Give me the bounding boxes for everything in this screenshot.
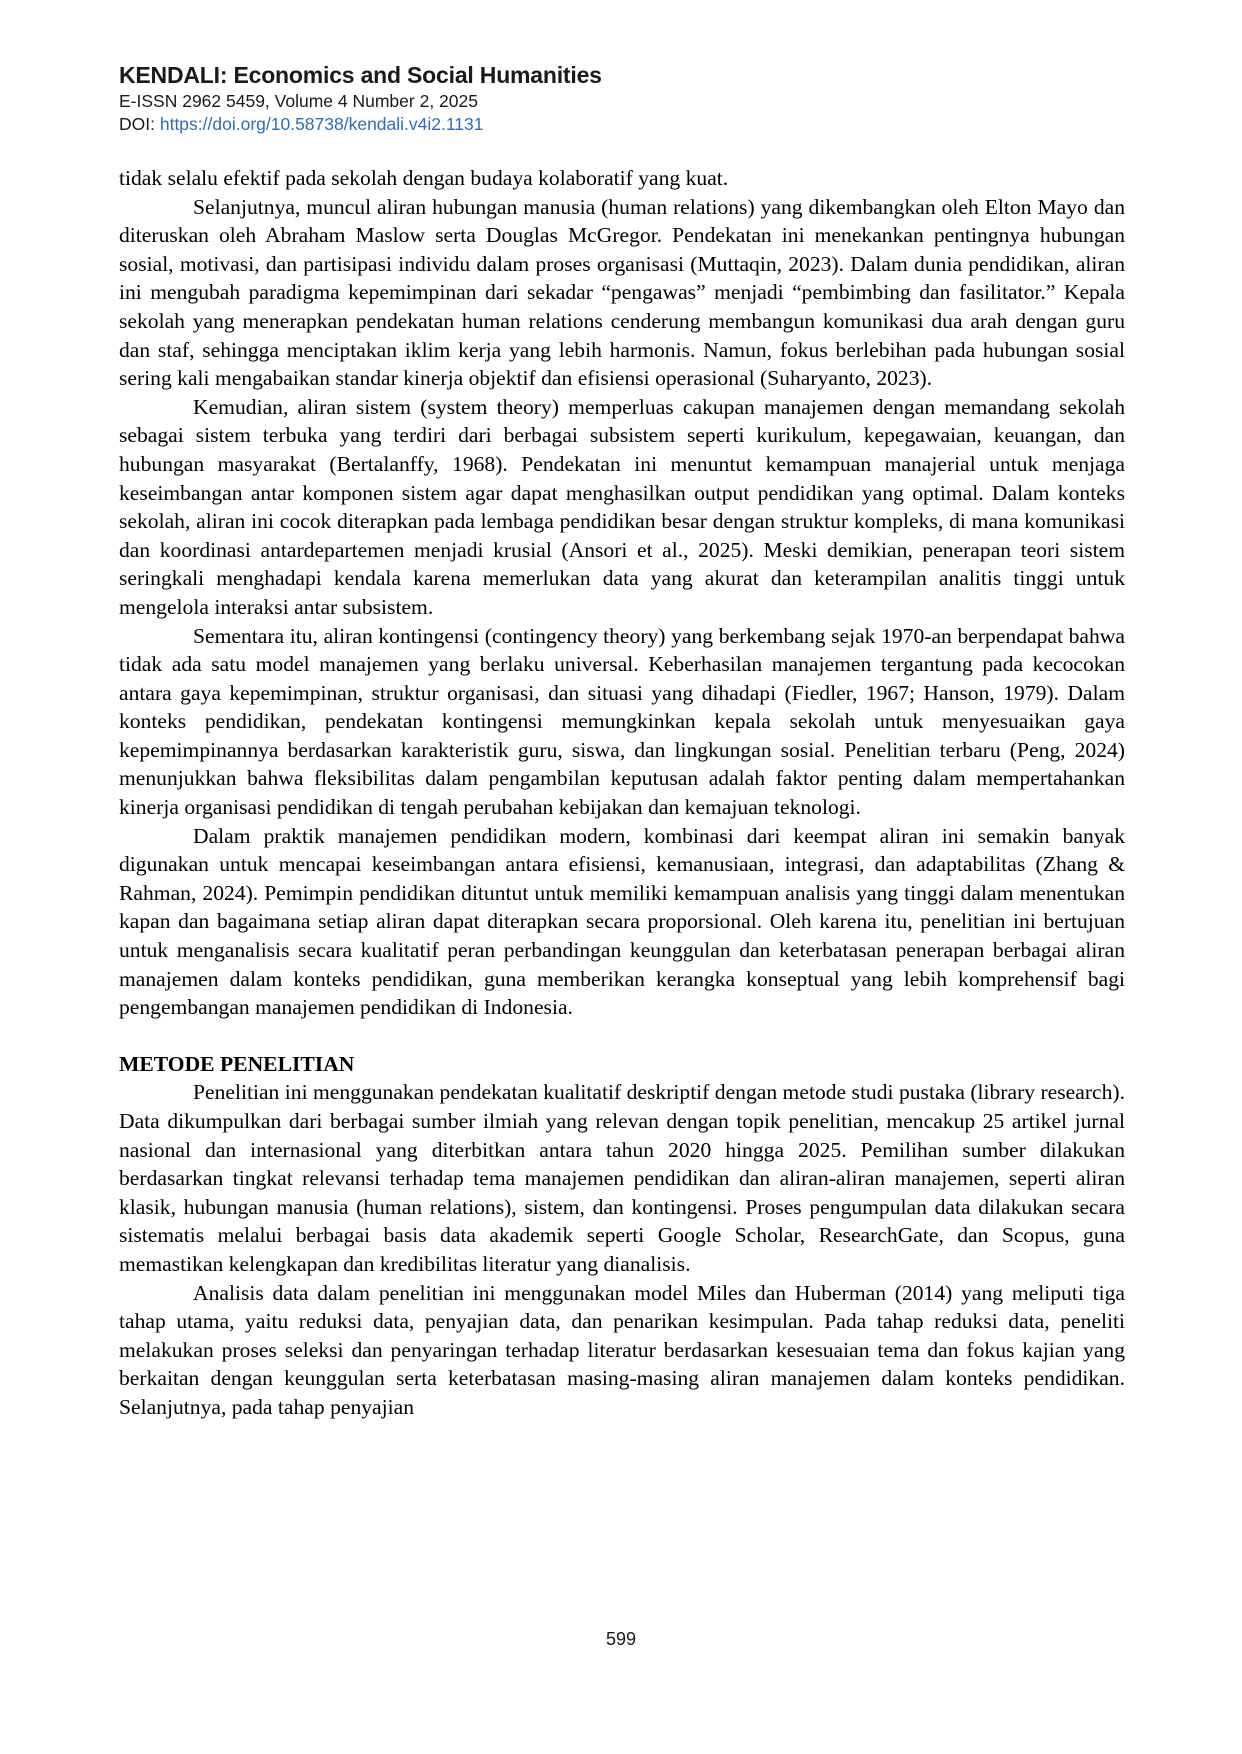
article-body xyxy=(119,164,1125,1422)
page-header xyxy=(119,60,602,136)
paragraph-human-relations: Selanjutnya, muncul aliran hubungan manusia (human relations) yang dikembangkan oleh Elton Mayo dan diteruskan oleh Abraham Maslow serta Douglas McGregor. Pendekatan ini menekankan pentingnya hubungan sosial, motivasi, dan partisipasi individu dalam proses organisasi (Muttaqin, 2023). Dalam dunia pendidikan, aliran ini mengubah paradigma kepemimpinan dari sekadar “pengawas” menjadi “pembimbing dan fasilitator.” Kepala sekolah yang menerapkan pendekatan human relations cenderung membangun komunikasi dua arah dengan guru dan staf, sehingga menciptakan iklim kerja yang lebih harmonis. Namun, fokus berlebihan pada hubungan sosial sering kali mengabaikan standar kinerja objektif dan efisiensi operasional (Suharyanto, 2023). xyxy=(119,194,1125,391)
section-heading-metode: METODE PENELITIAN xyxy=(119,1051,355,1076)
journal-title: KENDALI: Economics and Social Humanities xyxy=(119,62,602,88)
paragraph-method: Penelitian ini menggunakan pendekatan kualitatif deskriptif dengan metode studi pustaka (library research). Data dikumpulkan dari berbagai sumber ilmiah yang relevan dengan topik penelitian, mencakup 25 artikel jurnal nasional dan internasional yang diterbitkan antara tahun 2020 hingga 2025. Pemilihan sumber dilakukan berdasarkan tingkat relevansi terhadap tema manajemen pendidikan dan aliran-aliran manajemen, seperti aliran klasik, hubungan manusia (human relations), sistem, dan kontingensi. Proses pengumpulan data dilakukan secara sistematis melalui berbagai basis data akademik seperti Google Scholar, ResearchGate, dan Scopus, guna memastikan kelengkapan dan kredibilitas literatur yang dianalisis. xyxy=(119,1080,1125,1276)
doi-line xyxy=(119,113,602,136)
issn-volume-line: E-ISSN 2962 5459, Volume 4 Number 2, 2025 xyxy=(119,91,478,111)
paragraph-contingency-theory: Sementara itu, aliran kontingensi (contingency theory) yang berkembang sejak 1970-an berpendapat bahwa tidak ada satu model manajemen yang berlaku universal. Keberhasilan manajemen tergantung pada kecocokan antara gaya kepemimpinan, struktur organisasi, dan situasi yang dihadapi (Fiedler, 1967; Hanson, 1979). Dalam konteks pendidikan, pendekatan kontingensi memungkinkan kepala sekolah untuk menyesuaikan gaya kepemimpinannya berdasarkan karakteristik guru, siswa, dan lingkungan sosial. Penelitian terbaru (Peng, 2024) menunjukkan bahwa fleksibilitas dalam pengambilan keputusan adalah faktor penting dalam mempertahankan kinerja organisasi pendidikan di tengah perubahan kebijakan dan kemajuan teknologi. xyxy=(119,623,1125,820)
paragraph-analysis: Analisis data dalam penelitian ini menggunakan model Miles dan Huberman (2014) yang meliputi tiga tahap utama, yaitu reduksi data, penyajian data, dan penarikan kesimpulan. Pada tahap reduksi data, peneliti melakukan proses seleksi dan penyaringan terhadap literatur berdasarkan kesesuaian tema dan fokus kajian yang berkaitan dengan keunggulan serta keterbatasan masing-masing aliran manajemen dalam konteks pendidikan. Selanjutnya, pada tahap penyajian xyxy=(119,1280,1125,1419)
doi-label: DOI: xyxy=(119,114,160,134)
page-number: 599 xyxy=(605,1629,637,1649)
paragraph-system-theory: Kemudian, aliran sistem (system theory) memperluas cakupan manajemen dengan memandang sekolah sebagai sistem terbuka yang terdiri dari berbagai subsistem seperti kurikulum, kepegawaian, keuangan, dan hubungan masyarakat (Bertalanffy, 1968). Pendekatan ini menuntut kemampuan manajerial untuk menjaga keseimbangan antar komponen sistem agar dapat menghasilkan output pendidikan yang optimal. Dalam konteks sekolah, aliran ini cocok diterapkan pada lembaga pendidikan besar dengan struktur kompleks, di mana komunikasi dan koordinasi antardepartemen menjadi krusial (Ansori et al., 2025). Meski demikian, penerapan teori sistem seringkali menghadapi kendala karena memerlukan data yang akurat dan keterampilan analitis tinggi untuk mengelola interaksi antar subsistem. xyxy=(119,394,1125,619)
paragraph-continuation: tidak selalu efektif pada sekolah dengan budaya kolaboratif yang kuat. xyxy=(119,166,729,190)
paragraph-modern-practice: Dalam praktik manajemen pendidikan modern, kombinasi dari keempat aliran ini semakin banyak digunakan untuk mencapai keseimbangan antara efisiensi, kemanusiaan, integrasi, dan adaptabilitas (Zhang & Rahman, 2024). Pemimpin pendidikan dituntut untuk memiliki kemampuan analisis yang tinggi dalam menentukan kapan dan bagaimana setiap aliran dapat diterapkan secara proporsional. Oleh karena itu, penelitian ini bertujuan untuk menganalisis secara kualitatif peran perbandingan keunggulan dan keterbatasan penerapan berbagai aliran manajemen dalam konteks pendidikan, guna memberikan kerangka konseptual yang lebih komprehensif bagi pengembangan manajemen pendidikan di Indonesia. xyxy=(119,823,1125,1020)
doi-link[interactable]: https://doi.org/10.58738/kendali.v4i2.1131 xyxy=(159,114,484,134)
